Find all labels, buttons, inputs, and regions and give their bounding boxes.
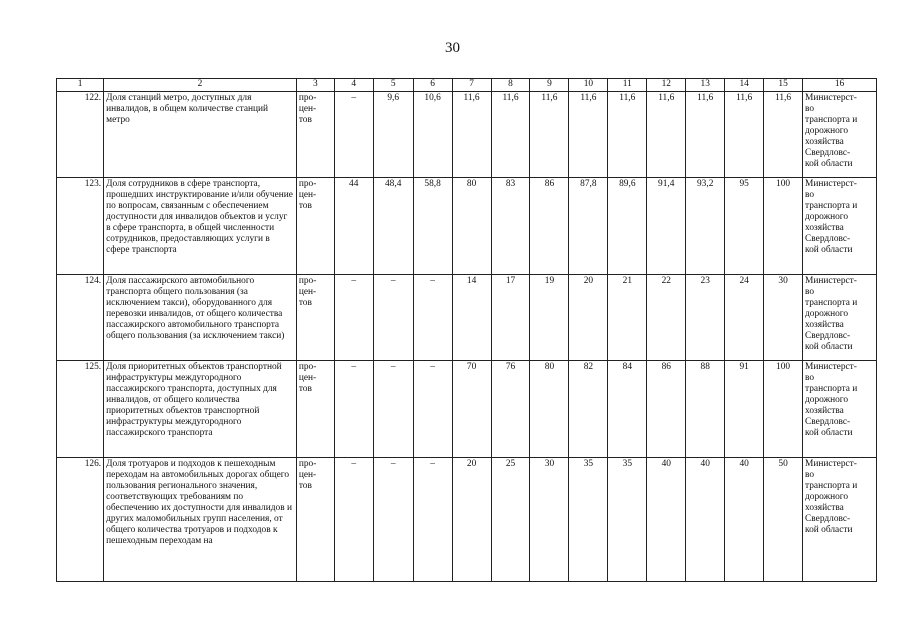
responsible-line: дорожного bbox=[805, 309, 849, 319]
value-cell: 11,6 bbox=[647, 92, 686, 178]
responsible-line: во bbox=[805, 373, 815, 383]
value-cell: 50 bbox=[764, 458, 803, 582]
responsible-line: кой области bbox=[805, 342, 853, 352]
value-cell: 88 bbox=[686, 361, 725, 458]
row-number: 125. bbox=[57, 361, 104, 458]
value-cell: 11,6 bbox=[725, 92, 764, 178]
column-header: 6 bbox=[413, 79, 452, 92]
table-row bbox=[57, 458, 877, 582]
unit-cell bbox=[296, 275, 334, 361]
row-number: 122. bbox=[57, 92, 104, 178]
responsible-line: дорожного bbox=[805, 492, 849, 502]
value-cell: 9,6 bbox=[373, 92, 413, 178]
unit-line: про- bbox=[298, 459, 317, 469]
value-cell: 82 bbox=[569, 361, 608, 458]
value-cell: 11,6 bbox=[530, 92, 569, 178]
responsible-line: транспорта и bbox=[805, 481, 858, 491]
responsible-line: дорожного bbox=[805, 212, 849, 222]
responsible-executor bbox=[803, 92, 877, 178]
column-header: 1 bbox=[57, 79, 104, 92]
value-cell: 100 bbox=[764, 361, 803, 458]
responsible-line: транспорта и bbox=[805, 115, 858, 125]
value-cell: 95 bbox=[725, 178, 764, 275]
indicator-description: Доля тротуаров и подходов к пешеходным переходам на автомобильных дорогах общего пользования регионального значения, соответствующих требованиям по обеспечению их доступности для инвалидов и других маломобильных групп населения, от общего количества тротуаров и подходов к пешеходным переходам на bbox=[104, 458, 297, 582]
unit-line: про- bbox=[298, 362, 317, 372]
responsible-line: Министерст- bbox=[805, 276, 857, 286]
table-row bbox=[57, 92, 877, 178]
value-cell: 76 bbox=[491, 361, 530, 458]
value-cell: – bbox=[413, 458, 452, 582]
responsible-line: хозяйства bbox=[805, 320, 844, 330]
unit-line: цен- bbox=[298, 470, 317, 480]
value-cell: 91,4 bbox=[647, 178, 686, 275]
value-cell: 20 bbox=[452, 458, 491, 582]
responsible-line: хозяйства bbox=[805, 223, 844, 233]
value-cell: 21 bbox=[608, 275, 647, 361]
value-cell: 40 bbox=[725, 458, 764, 582]
value-cell: 11,6 bbox=[491, 92, 530, 178]
value-cell: 70 bbox=[452, 361, 491, 458]
indicators-table bbox=[56, 78, 877, 582]
value-cell: – bbox=[373, 275, 413, 361]
responsible-line: во bbox=[805, 190, 815, 200]
unit-line: про- bbox=[298, 93, 317, 103]
value-cell: 80 bbox=[452, 178, 491, 275]
column-header: 9 bbox=[530, 79, 569, 92]
responsible-line: во bbox=[805, 104, 815, 114]
responsible-line: транспорта и bbox=[805, 298, 858, 308]
indicator-description: Доля станций метро, доступных для инвалидов, в общем количестве станций метро bbox=[104, 92, 297, 178]
value-cell: 30 bbox=[530, 458, 569, 582]
unit-line: тов bbox=[298, 201, 312, 211]
value-cell: 11,6 bbox=[608, 92, 647, 178]
unit-line: цен- bbox=[298, 287, 317, 297]
value-cell: 10,6 bbox=[413, 92, 452, 178]
value-cell: 19 bbox=[530, 275, 569, 361]
unit-cell bbox=[296, 361, 334, 458]
responsible-line: Министерст- bbox=[805, 179, 857, 189]
value-cell: – bbox=[334, 92, 373, 178]
value-cell: 44 bbox=[334, 178, 373, 275]
table-row bbox=[57, 178, 877, 275]
value-cell: 22 bbox=[647, 275, 686, 361]
unit-line: тов bbox=[298, 481, 312, 491]
responsible-line: дорожного bbox=[805, 395, 849, 405]
responsible-line: кой области bbox=[805, 428, 853, 438]
responsible-line: хозяйства bbox=[805, 406, 844, 416]
responsible-executor bbox=[803, 178, 877, 275]
unit-cell bbox=[296, 458, 334, 582]
unit-cell bbox=[296, 178, 334, 275]
unit-line: цен- bbox=[298, 190, 317, 200]
value-cell: 25 bbox=[491, 458, 530, 582]
responsible-line: Свердловс- bbox=[805, 234, 851, 244]
responsible-executor bbox=[803, 458, 877, 582]
value-cell: 11,6 bbox=[764, 92, 803, 178]
responsible-line: транспорта и bbox=[805, 201, 858, 211]
unit-line: цен- bbox=[298, 104, 317, 114]
responsible-line: Министерст- bbox=[805, 459, 857, 469]
responsible-line: кой области bbox=[805, 525, 853, 535]
row-number: 123. bbox=[57, 178, 104, 275]
value-cell: 87,8 bbox=[569, 178, 608, 275]
value-cell: – bbox=[373, 458, 413, 582]
responsible-line: транспорта и bbox=[805, 384, 858, 394]
column-header: 2 bbox=[104, 79, 297, 92]
value-cell: 100 bbox=[764, 178, 803, 275]
value-cell: 11,6 bbox=[452, 92, 491, 178]
row-number: 124. bbox=[57, 275, 104, 361]
column-header: 3 bbox=[296, 79, 334, 92]
value-cell: 86 bbox=[647, 361, 686, 458]
column-header: 5 bbox=[373, 79, 413, 92]
value-cell: 91 bbox=[725, 361, 764, 458]
value-cell: 89,6 bbox=[608, 178, 647, 275]
value-cell: 11,6 bbox=[686, 92, 725, 178]
value-cell: – bbox=[413, 275, 452, 361]
value-cell: – bbox=[334, 458, 373, 582]
value-cell: 35 bbox=[569, 458, 608, 582]
row-number: 126. bbox=[57, 458, 104, 582]
indicator-description: Доля пассажирского автомобильного транспорта общего пользования (за исключением такси), оборудованного для перевозки инвалидов, от общего количества пассажирского автомобильного транспорта общего пользования (за исключением такси) bbox=[104, 275, 297, 361]
table-row bbox=[57, 275, 877, 361]
value-cell: – bbox=[373, 361, 413, 458]
column-header: 4 bbox=[334, 79, 373, 92]
value-cell: 40 bbox=[647, 458, 686, 582]
responsible-executor bbox=[803, 361, 877, 458]
page-number: 30 bbox=[445, 40, 460, 56]
column-header: 16 bbox=[803, 79, 877, 92]
column-number-row bbox=[57, 79, 877, 92]
column-header: 10 bbox=[569, 79, 608, 92]
value-cell: 48,4 bbox=[373, 178, 413, 275]
responsible-line: во bbox=[805, 287, 815, 297]
responsible-line: Министерст- bbox=[805, 93, 857, 103]
unit-line: про- bbox=[298, 276, 317, 286]
responsible-line: во bbox=[805, 470, 815, 480]
value-cell: 40 bbox=[686, 458, 725, 582]
column-header: 13 bbox=[686, 79, 725, 92]
value-cell: 83 bbox=[491, 178, 530, 275]
value-cell: 30 bbox=[764, 275, 803, 361]
value-cell: 17 bbox=[491, 275, 530, 361]
value-cell: – bbox=[413, 361, 452, 458]
responsible-line: кой области bbox=[805, 245, 853, 255]
column-header: 8 bbox=[491, 79, 530, 92]
value-cell: 20 bbox=[569, 275, 608, 361]
unit-line: тов bbox=[298, 115, 312, 125]
responsible-line: Министерст- bbox=[805, 362, 857, 372]
column-header: 15 bbox=[764, 79, 803, 92]
responsible-line: хозяйства bbox=[805, 137, 844, 147]
responsible-line: Свердловс- bbox=[805, 514, 851, 524]
column-header: 7 bbox=[452, 79, 491, 92]
table-row bbox=[57, 361, 877, 458]
value-cell: – bbox=[334, 361, 373, 458]
value-cell: 11,6 bbox=[569, 92, 608, 178]
column-header: 12 bbox=[647, 79, 686, 92]
value-cell: – bbox=[334, 275, 373, 361]
column-header: 14 bbox=[725, 79, 764, 92]
column-header: 11 bbox=[608, 79, 647, 92]
value-cell: 93,2 bbox=[686, 178, 725, 275]
responsible-executor bbox=[803, 275, 877, 361]
responsible-line: хозяйства bbox=[805, 503, 844, 513]
unit-line: тов bbox=[298, 384, 312, 394]
value-cell: 35 bbox=[608, 458, 647, 582]
unit-cell bbox=[296, 92, 334, 178]
value-cell: 84 bbox=[608, 361, 647, 458]
indicator-description: Доля приоритетных объектов транспортной инфраструктуры междугородного пассажирского транспорта, доступных для инвалидов, от общего количества приоритетных объектов транспортной инфраструктуры междугородного пассажирского транспорта bbox=[104, 361, 297, 458]
responsible-line: дорожного bbox=[805, 126, 849, 136]
unit-line: цен- bbox=[298, 373, 317, 383]
responsible-line: Свердловс- bbox=[805, 417, 851, 427]
value-cell: 80 bbox=[530, 361, 569, 458]
unit-line: про- bbox=[298, 179, 317, 189]
responsible-line: кой области bbox=[805, 159, 853, 169]
value-cell: 14 bbox=[452, 275, 491, 361]
unit-line: тов bbox=[298, 298, 312, 308]
value-cell: 23 bbox=[686, 275, 725, 361]
indicator-description: Доля сотрудников в сфере транспорта, прошедших инструктирование и/или обучение по вопросам, связанным с обеспечением доступности для инвалидов объектов и услуг в сфере транспорта, в общей численности сотрудников, предоставляющих услуги в сфере транспорта bbox=[104, 178, 297, 275]
value-cell: 58,8 bbox=[413, 178, 452, 275]
value-cell: 86 bbox=[530, 178, 569, 275]
value-cell: 24 bbox=[725, 275, 764, 361]
responsible-line: Свердловс- bbox=[805, 331, 851, 341]
responsible-line: Свердловс- bbox=[805, 148, 851, 158]
